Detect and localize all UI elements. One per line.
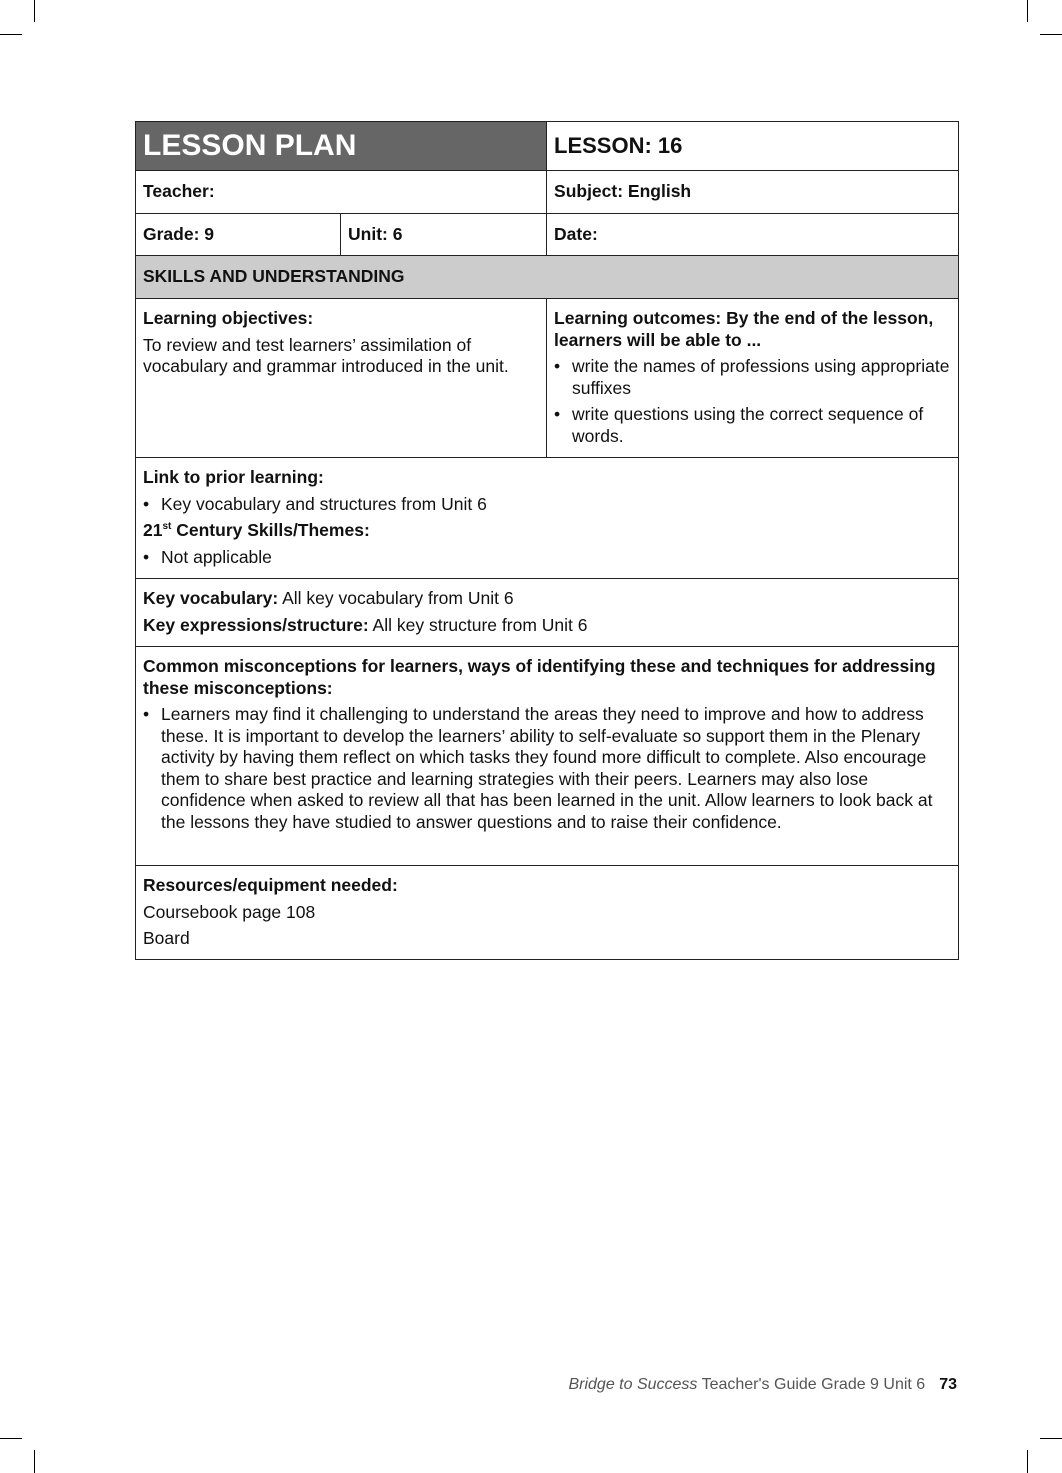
list-item: Board: [143, 928, 190, 948]
unit-field: Unit: 6: [348, 223, 403, 244]
skills-label: 21st Century Skills/Themes:: [143, 520, 370, 540]
learning-objectives: [136, 299, 547, 458]
lesson-plan-table: [135, 121, 959, 960]
outcomes-label: Learning outcomes: By the end of the lesson, learners will be able to ...: [554, 308, 934, 350]
crop-mark: [1027, 0, 1028, 22]
subject-field: Subject: English: [554, 181, 692, 202]
crop-mark: [1027, 1450, 1028, 1473]
lesson-plan-title: LESSON PLAN: [136, 122, 547, 171]
page-footer: Bridge to Success Teacher's Guide Grade 9 Unit 6 73: [568, 1376, 957, 1393]
learning-outcomes: [547, 299, 959, 458]
list-item: • Learners may find it challenging to understand the areas they need to improve and how to address these. It is important to develop the learners’ ability to self-evaluate so support them in the Plenary activity by having them reflect on which tasks they found more difficult to complete. Also encourage them to share best practice and learning strategies with their peers. Learners may also lose confidence when asked to review all that has been learned in the unit. Allow learners to look back at the lessons they have studied to answer questions and to raise their confidence.: [143, 704, 951, 833]
misconceptions: [136, 647, 959, 866]
crop-mark: [0, 1438, 22, 1439]
list-item: • write the names of professions using appropriate suffixes: [554, 356, 951, 399]
list-item: • write questions using the correct sequence of words.: [554, 404, 951, 447]
book-title: Bridge to Success: [568, 1376, 698, 1393]
list-item: • Key vocabulary and structures from Unit 6: [143, 494, 951, 516]
page-number: 73: [939, 1376, 957, 1393]
grade-field: Grade: 9: [143, 223, 214, 244]
objectives-text: To review and test learners’ assimilation of vocabulary and grammar introduced in the unit.: [143, 334, 509, 376]
objectives-label: Learning objectives:: [143, 308, 314, 328]
crop-mark: [1040, 1438, 1062, 1439]
misconceptions-label: Common misconceptions for learners, ways of identifying these and techniques for addressing these misconceptions:: [143, 656, 936, 698]
teacher-field: Teacher:: [143, 181, 215, 202]
resources-label: Resources/equipment needed:: [143, 875, 398, 895]
crop-mark: [34, 0, 35, 22]
section-title: SKILLS AND UNDERSTANDING: [136, 256, 959, 299]
lesson-number: LESSON: 16: [547, 122, 959, 171]
prior-learning: [136, 458, 959, 579]
date-field: Date:: [554, 223, 598, 244]
key-vocabulary: Key vocabulary: All key vocabulary from Unit 6 Key expressions/structure: All key structure from Unit 6: [136, 579, 959, 647]
prior-label: Link to prior learning:: [143, 467, 324, 487]
crop-mark: [0, 34, 22, 35]
list-item: Coursebook page 108: [143, 901, 316, 922]
resources: [136, 866, 959, 960]
list-item: • Not applicable: [143, 547, 951, 569]
crop-mark: [1040, 34, 1062, 35]
crop-mark: [34, 1450, 35, 1473]
